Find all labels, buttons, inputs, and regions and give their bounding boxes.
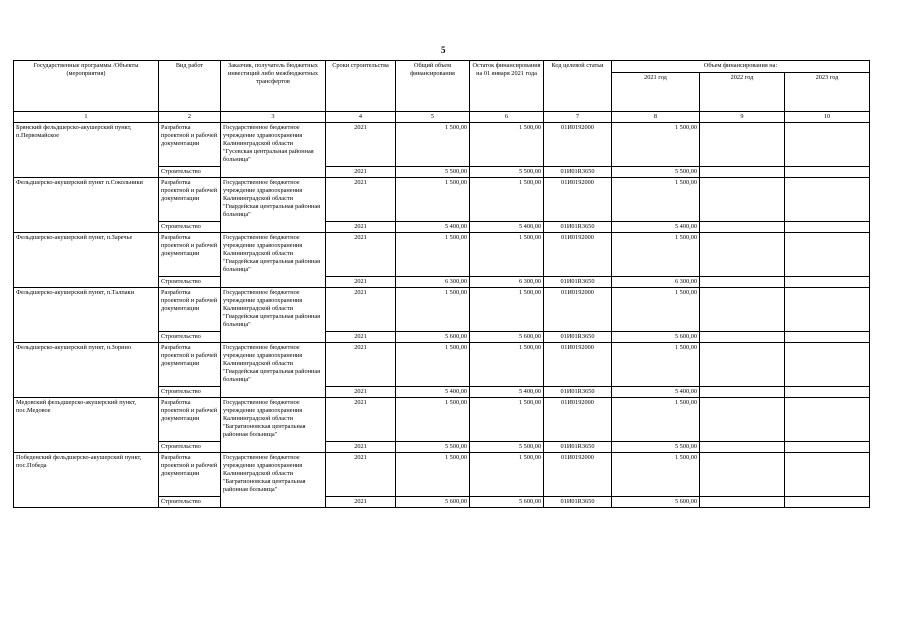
- construction-term: 2021: [326, 222, 396, 233]
- column-number: 4: [326, 112, 396, 123]
- financing-2021: 1 500,00: [612, 233, 700, 277]
- financing-2022: [700, 453, 785, 497]
- total-financing: 1 500,00: [396, 233, 470, 277]
- construction-term: 2021: [326, 453, 396, 497]
- column-number: 6: [470, 112, 544, 123]
- construction-term: 2021: [326, 123, 396, 167]
- header-code: Код целевой статьи: [544, 61, 612, 112]
- financing-remainder: 1 500,00: [470, 123, 544, 167]
- customer: Государственное бюджетное учреждение здравоохранения Калининградской области "Гвардейская центральная районная больница": [221, 233, 326, 288]
- customer: Государственное бюджетное учреждение здравоохранения Калининградской области "Багратионовская центральная районная больница": [221, 453, 326, 508]
- target-code: 01И01R3650: [544, 277, 612, 288]
- work-type: Строительство: [159, 387, 221, 398]
- header-2023: 2023 год: [785, 73, 870, 112]
- total-financing: 1 500,00: [396, 398, 470, 442]
- work-type: Строительство: [159, 167, 221, 178]
- target-code: 01И01R3650: [544, 442, 612, 453]
- page-number: 5: [441, 45, 446, 55]
- target-code: 01И0192000: [544, 233, 612, 277]
- work-type: Разработка проектной и рабочей документации: [159, 233, 221, 277]
- column-numbers-row: [14, 112, 870, 123]
- column-number: 5: [396, 112, 470, 123]
- header-funding-group: Объем финансирования на:: [612, 61, 870, 73]
- financing-remainder: 5 500,00: [470, 167, 544, 178]
- target-code: 01И0192000: [544, 288, 612, 332]
- financing-2021: 5 600,00: [612, 497, 700, 508]
- total-financing: 5 600,00: [396, 497, 470, 508]
- financing-remainder: 6 300,00: [470, 277, 544, 288]
- target-code: 01И01R3650: [544, 387, 612, 398]
- table-row: [14, 178, 870, 222]
- financing-2022: [700, 497, 785, 508]
- financing-2021: 1 500,00: [612, 123, 700, 167]
- column-number: 10: [785, 112, 870, 123]
- construction-term: 2021: [326, 442, 396, 453]
- financing-remainder: 5 400,00: [470, 222, 544, 233]
- target-code: 01И01R3650: [544, 167, 612, 178]
- target-code: 01И0192000: [544, 398, 612, 442]
- target-code: 01И0192000: [544, 453, 612, 497]
- construction-term: 2021: [326, 167, 396, 178]
- column-number: 8: [612, 112, 700, 123]
- work-type: Разработка проектной и рабочей документации: [159, 123, 221, 167]
- financing-2023: [785, 277, 870, 288]
- financing-2021: 5 600,00: [612, 332, 700, 343]
- object-name: Победенский фельдшерско-акушерский пункт, пос.Победа: [14, 453, 159, 508]
- financing-2023: [785, 343, 870, 387]
- work-type: Разработка проектной и рабочей документации: [159, 453, 221, 497]
- target-code: 01И01R3650: [544, 332, 612, 343]
- table-header: [14, 61, 870, 123]
- financing-remainder: 1 500,00: [470, 343, 544, 387]
- financing-2022: [700, 387, 785, 398]
- financing-2022: [700, 123, 785, 167]
- object-name: Брянский фельдшерско-акушерский пункт, п.Первомайское: [14, 123, 159, 178]
- total-financing: 6 300,00: [396, 277, 470, 288]
- header-2021: 2021 год: [612, 73, 700, 112]
- target-code: 01И01R3650: [544, 497, 612, 508]
- construction-term: 2021: [326, 233, 396, 277]
- financing-2022: [700, 343, 785, 387]
- total-financing: 5 400,00: [396, 387, 470, 398]
- total-financing: 1 500,00: [396, 178, 470, 222]
- table-body: [14, 123, 870, 508]
- work-type: Строительство: [159, 222, 221, 233]
- financing-2022: [700, 167, 785, 178]
- financing-2021: 1 500,00: [612, 343, 700, 387]
- table-row: [14, 288, 870, 332]
- column-number: 3: [221, 112, 326, 123]
- financing-remainder: 1 500,00: [470, 233, 544, 277]
- work-type: Строительство: [159, 442, 221, 453]
- construction-term: 2021: [326, 387, 396, 398]
- target-code: 01И0192000: [544, 343, 612, 387]
- table-row: [14, 233, 870, 277]
- column-number: 1: [14, 112, 159, 123]
- header-remainder: Остаток финансирования на 01 января 2021 года: [470, 61, 544, 112]
- construction-term: 2021: [326, 398, 396, 442]
- financing-2023: [785, 332, 870, 343]
- financing-2022: [700, 288, 785, 332]
- financing-remainder: 1 500,00: [470, 288, 544, 332]
- total-financing: 5 500,00: [396, 167, 470, 178]
- customer: Государственное бюджетное учреждение здравоохранения Калининградской области "Гвардейская центральная районная больница": [221, 288, 326, 343]
- column-number: 2: [159, 112, 221, 123]
- work-type: Строительство: [159, 277, 221, 288]
- financing-2021: 5 500,00: [612, 442, 700, 453]
- financing-2021: 1 500,00: [612, 453, 700, 497]
- financing-2023: [785, 398, 870, 442]
- financing-remainder: 5 500,00: [470, 442, 544, 453]
- financing-remainder: 5 600,00: [470, 332, 544, 343]
- financing-2023: [785, 233, 870, 277]
- construction-term: 2021: [326, 277, 396, 288]
- work-type: Разработка проектной и рабочей документации: [159, 178, 221, 222]
- financing-2022: [700, 332, 785, 343]
- customer: Государственное бюджетное учреждение здравоохранения Калининградской области "Гвардейская центральная районная больница": [221, 178, 326, 233]
- column-number: 7: [544, 112, 612, 123]
- financing-2023: [785, 442, 870, 453]
- financing-2023: [785, 178, 870, 222]
- financing-2021: 1 500,00: [612, 178, 700, 222]
- header-terms: Сроки строительства: [326, 61, 396, 112]
- financing-2023: [785, 123, 870, 167]
- total-financing: 1 500,00: [396, 343, 470, 387]
- financing-remainder: 1 500,00: [470, 178, 544, 222]
- target-code: 01И01R3650: [544, 222, 612, 233]
- financing-2022: [700, 178, 785, 222]
- work-type: Строительство: [159, 332, 221, 343]
- object-name: Медовский фельдшерско-акушерский пункт, пос.Медовое: [14, 398, 159, 453]
- total-financing: 5 500,00: [396, 442, 470, 453]
- financing-2022: [700, 222, 785, 233]
- target-code: 01И0192000: [544, 123, 612, 167]
- construction-term: 2021: [326, 497, 396, 508]
- financing-2021: 5 400,00: [612, 387, 700, 398]
- total-financing: 5 400,00: [396, 222, 470, 233]
- financing-remainder: 1 500,00: [470, 398, 544, 442]
- financing-2023: [785, 222, 870, 233]
- financing-2023: [785, 387, 870, 398]
- financing-2023: [785, 453, 870, 497]
- financing-2021: 1 500,00: [612, 398, 700, 442]
- financing-2021: 1 500,00: [612, 288, 700, 332]
- financing-remainder: 1 500,00: [470, 453, 544, 497]
- total-financing: 1 500,00: [396, 288, 470, 332]
- total-financing: 1 500,00: [396, 123, 470, 167]
- work-type: Разработка проектной и рабочей документации: [159, 398, 221, 442]
- work-type: Строительство: [159, 497, 221, 508]
- column-number: 9: [700, 112, 785, 123]
- object-name: Фельдшерско-акушерский пункт п.Сокольники: [14, 178, 159, 233]
- financing-2022: [700, 442, 785, 453]
- financing-2022: [700, 277, 785, 288]
- header-2022: 2022 год: [700, 73, 785, 112]
- table-row: [14, 398, 870, 442]
- header-total: Общий объем финансирования: [396, 61, 470, 112]
- target-code: 01И0192000: [544, 178, 612, 222]
- total-financing: 1 500,00: [396, 453, 470, 497]
- customer: Государственное бюджетное учреждение здравоохранения Калининградской области "Гвардейская центральная районная больница": [221, 343, 326, 398]
- construction-term: 2021: [326, 178, 396, 222]
- financing-2023: [785, 497, 870, 508]
- financing-2023: [785, 288, 870, 332]
- table-row: [14, 123, 870, 167]
- table-row: [14, 343, 870, 387]
- financing-2022: [700, 233, 785, 277]
- total-financing: 5 600,00: [396, 332, 470, 343]
- financing-2021: 6 300,00: [612, 277, 700, 288]
- object-name: Фельдшерско-акушерский пункт, п.Талпаки: [14, 288, 159, 343]
- financing-2021: 5 400,00: [612, 222, 700, 233]
- construction-term: 2021: [326, 332, 396, 343]
- header-work-type: Вид работ: [159, 61, 221, 112]
- financing-remainder: 5 600,00: [470, 497, 544, 508]
- construction-term: 2021: [326, 288, 396, 332]
- construction-term: 2021: [326, 343, 396, 387]
- financing-2023: [785, 167, 870, 178]
- header-program: Государственные программы /Объекты (мероприятия): [14, 61, 159, 112]
- header-customer: Заказчик, получатель бюджетных инвестиций либо межбюджетных трансфертов: [221, 61, 326, 112]
- financing-table: [13, 60, 870, 508]
- financing-2021: 5 500,00: [612, 167, 700, 178]
- customer: Государственное бюджетное учреждение здравоохранения Калининградской области "Багратионовская центральная районная больница": [221, 398, 326, 453]
- object-name: Фельдшерско-акушерский пункт, п.Зорино: [14, 343, 159, 398]
- work-type: Разработка проектной и рабочей документации: [159, 343, 221, 387]
- table-row: [14, 453, 870, 497]
- financing-remainder: 5 400,00: [470, 387, 544, 398]
- financing-2022: [700, 398, 785, 442]
- object-name: Фельдшерско-акушерский пункт, п.Заречье: [14, 233, 159, 288]
- work-type: Разработка проектной и рабочей документации: [159, 288, 221, 332]
- customer: Государственное бюджетное учреждение здравоохранения Калининградской области "Гусевская центральная районная больница": [221, 123, 326, 178]
